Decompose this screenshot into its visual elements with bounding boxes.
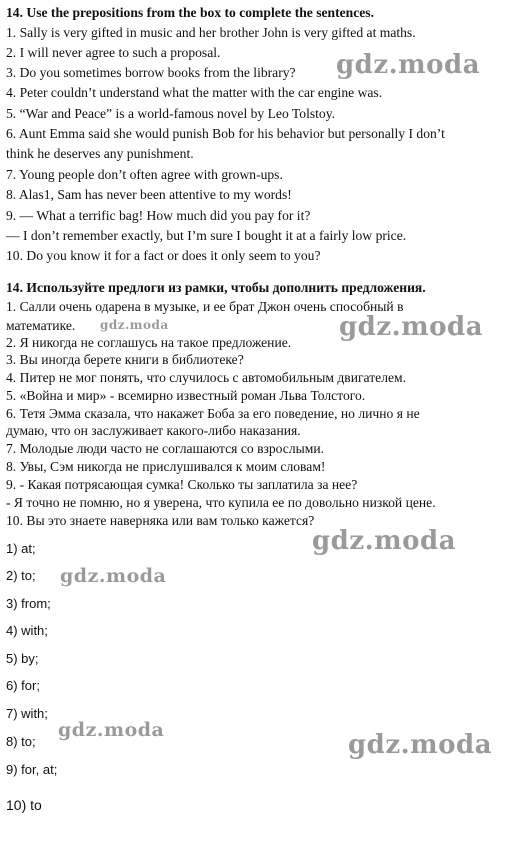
sentence-line: — I don’t remember exactly, but I’m sure I bought it at a fairly low price. [6,228,407,243]
watermark: gdz.moda [336,50,481,80]
translation-line: 8. Увы, Сэм никогда не прислушивался к моим словам! [6,459,326,474]
exercise-heading-russian: 14. Используйте предлоги из рамки, чтобы дополнить предложения. [6,280,426,295]
watermark: gdz.moda [348,730,493,760]
sentence-line: 5. “War and Peace” is a world-famous novel by Leo Tolstoy. [6,106,336,121]
answer-item: 4) with; [6,623,48,638]
answer-item: 9) for, at; [6,762,58,777]
sentence-line: 4. Peter couldn’t understand what the matter with the car engine was. [6,85,383,100]
translation-line: - Я точно не помню, но я уверена, что купила ее по довольно низкой цене. [6,495,436,510]
sentence-line: think he deserves any punishment. [6,146,194,161]
translation-line: 10. Вы это знаете наверняка или вам только кажется? [6,513,315,528]
translation-line: 9. - Какая потрясающая сумка! Сколько ты заплатила за нее? [6,477,358,492]
answer-item: 7) with; [6,706,48,721]
watermark: gdz.moda [60,565,167,587]
sentence-line: 9. — What a terrific bag! How much did you pay for it? [6,208,311,223]
answer-item: 2) to; [6,568,36,583]
answer-item: 3) from; [6,596,51,611]
translation-line: 3. Вы иногда берете книги в библиотеке? [6,352,244,367]
translation-line: математике. [6,318,76,333]
answer-item: 6) for; [6,678,40,693]
watermark: gdz.moda [58,719,165,741]
translation-line: думаю, что он заслуживает какого-либо наказания. [6,423,301,438]
answer-item: 5) by; [6,651,39,666]
translation-line: 7. Молодые люди часто не соглашаются со взрослыми. [6,441,325,456]
translation-line: 1. Салли очень одарена в музыке, и ее брат Джон очень способный в [6,299,404,314]
sentence-line: 7. Young people don’t often agree with grown-ups. [6,167,283,182]
sentence-line: 8. Alas1, Sam has never been attentive to my words! [6,187,292,202]
watermark: gdz.moda [100,318,169,332]
sentence-line: 6. Aunt Emma said she would punish Bob for his behavior but personally I don’t [6,126,445,141]
translation-line: 4. Питер не мог понять, что случилось с автомобильным двигателем. [6,370,407,385]
translation-line: 2. Я никогда не соглашусь на такое предложение. [6,335,292,350]
translation-line: 6. Тетя Эмма сказала, что накажет Боба за его поведение, но лично я не [6,406,420,421]
watermark: gdz.moda [339,312,484,342]
answer-item: 10) to [6,797,42,813]
watermark: gdz.moda [312,526,457,556]
sentence-line: 2. I will never agree to such a proposal. [6,45,221,60]
sentence-line: 1. Sally is very gifted in music and her brother John is very gifted at maths. [6,25,416,40]
sentence-line: 3. Do you sometimes borrow books from the library? [6,65,296,80]
answer-item: 1) at; [6,541,36,556]
exercise-heading-english: 14. Use the prepositions from the box to complete the sentences. [6,5,374,20]
answer-item: 8) to; [6,734,36,749]
translation-line: 5. «Война и мир» - всемирно известный роман Льва Толстого. [6,388,366,403]
sentence-line: 10. Do you know it for a fact or does it only seem to you? [6,248,321,263]
